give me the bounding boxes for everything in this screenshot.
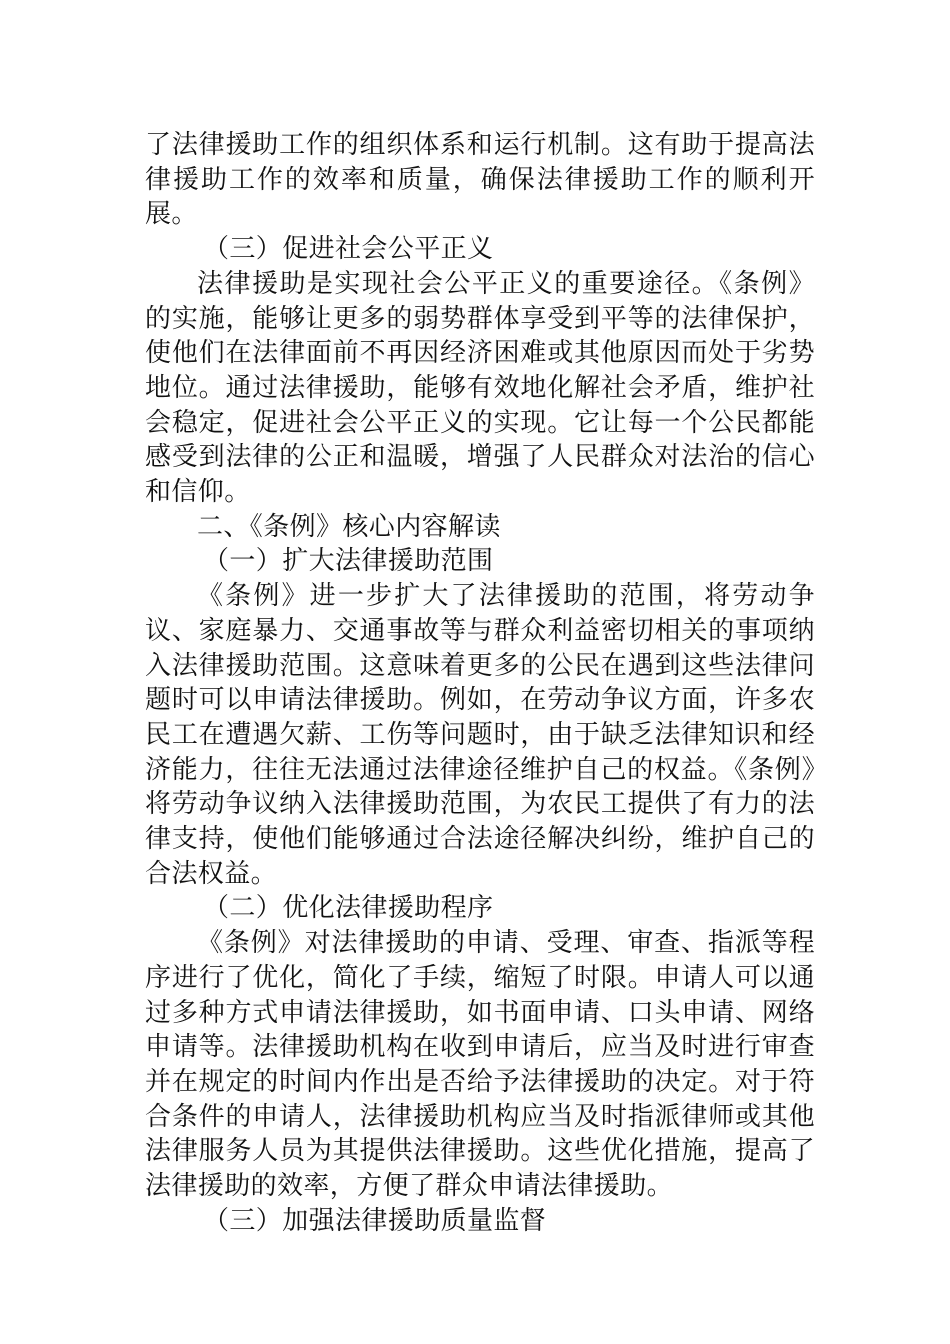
- paragraph-expand-scope: 《条例》进一步扩大了法律援助的范围，将劳动争议、家庭暴力、交通事故等与群众利益密切相关的事项纳入法律援助范围。这意味着更多的公民在遇到这些法律问题时可以申请法律援助。例如，在劳动争议方面，许多农民工在遭遇欠薪、工伤等问题时，由于缺乏法律知识和经济能力，往往无法通过法律途径维护自己的权益。《条例》将劳动争议纳入法律援助范围，为农民工提供了有力的法律支持，使他们能够通过合法途径解决纠纷，维护自己的合法权益。: [145, 581, 815, 889]
- subheading-promote-fairness: （三）促进社会公平正义: [203, 234, 494, 265]
- subheading-quality-supervision: （三）加强法律援助质量监督: [203, 1205, 547, 1236]
- subheading-optimize-procedure: （二）优化法律援助程序: [203, 893, 494, 924]
- section-heading-core-content: 二、《条例》核心内容解读: [197, 511, 501, 542]
- document-page: [145, 128, 815, 1239]
- paragraph-continuation: 了法律援助工作的组织体系和运行机制。这有助于提高法律援助工作的效率和质量，确保法律援助工作的顺利开展。: [145, 130, 815, 230]
- paragraph-optimize-procedure: 《条例》对法律援助的申请、受理、审查、指派等程序进行了优化，简化了手续，缩短了时限。申请人可以通过多种方式申请法律援助，如书面申请、口头申请、网络申请等。法律援助机构在收到申请后，应当及时进行审查并在规定的时间内作出是否给予法律援助的决定。对于符合条件的申请人，法律援助机构应当及时指派律师或其他法律服务人员为其提供法律援助。这些优化措施，提高了法律援助的效率，方便了群众申请法律援助。: [145, 928, 815, 1202]
- paragraph-fairness: 法律援助是实现社会公平正义的重要途径。《条例》的实施，能够让更多的弱势群体享受到平等的法律保护，使他们在法律面前不再因经济困难或其他原因而处于劣势地位。通过法律援助，能够有效地化解社会矛盾，维护社会稳定，促进社会公平正义的实现。它让每一个公民都能感受到法律的公正和温暖，增强了人民群众对法治的信心和信仰。: [145, 268, 815, 508]
- subheading-expand-scope: （一）扩大法律援助范围: [203, 546, 494, 577]
